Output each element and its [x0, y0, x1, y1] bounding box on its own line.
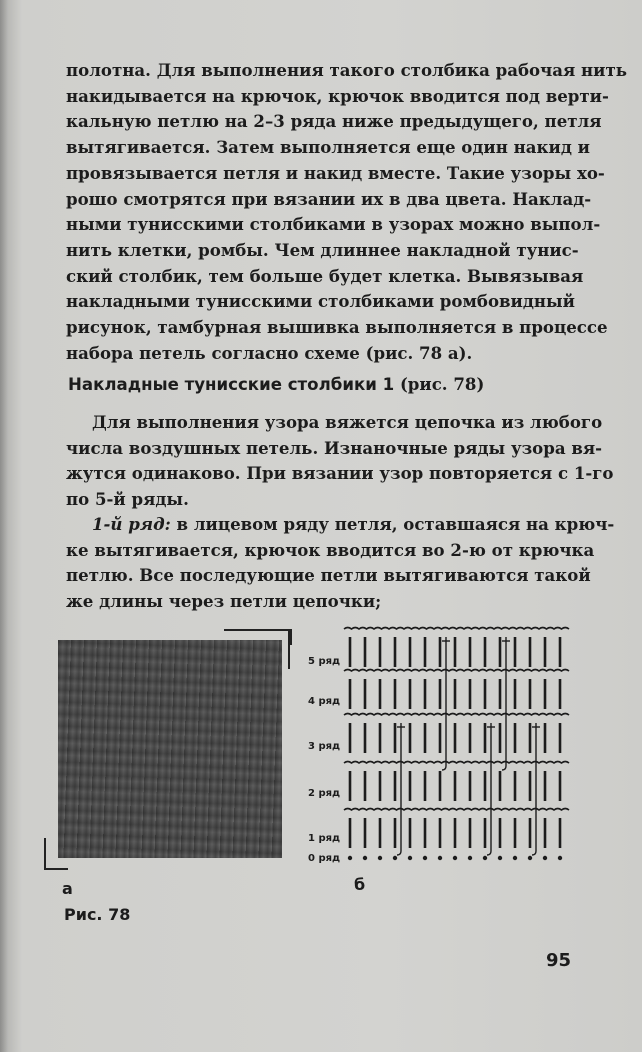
text-line: жутся одинаково. При вязании узор повторяется с 1-го [66, 463, 614, 484]
crop-mark [44, 838, 68, 870]
chain-dot [468, 856, 472, 860]
chain-wave [344, 628, 569, 630]
text-line: ский столбик, тем больше будет клетка. Вывязывая [66, 265, 584, 286]
row-label-2: 2 ряд [308, 788, 341, 799]
text-line: накладными тунисскими столбиками ромбовидный [66, 291, 575, 312]
row-label-5: 5 ряд [308, 656, 341, 667]
text-line: числа воздушных петель. Изнаночные ряды узора вя- [66, 437, 603, 458]
text-line: петлю. Все последующие петли вытягиваются такой [66, 565, 591, 586]
chain-wave [344, 714, 569, 716]
row-label-0: 0 ряд [308, 853, 341, 864]
text-line: полотна. Для выполнения такого столбика рабочая нить [66, 60, 628, 80]
text-line: набора петель согласно схеме (рис. 78 а). [66, 342, 473, 363]
chain-dot [408, 856, 412, 860]
text-line: кальную петлю на 2–3 ряда ниже предыдущего, петля [66, 111, 602, 132]
row-label-4: 4 ряд [308, 696, 341, 707]
chain-dot [378, 856, 382, 860]
chain-wave [344, 670, 569, 672]
overlay-stitch [502, 637, 506, 770]
knitting-sample-photo [58, 640, 282, 858]
paragraph-row1 [66, 512, 615, 615]
text-line: нить клетки, ромбы. Чем длиннее накладной тунис- [66, 239, 579, 260]
overlay-stitch [487, 723, 491, 855]
chain-dot [438, 856, 442, 860]
text-line: провязывается петля и накид вместе. Такие узоры хо- [66, 162, 605, 183]
overlay-stitch [532, 723, 536, 855]
text-line: вытягивается. Затем выполняется еще один накид и [66, 137, 590, 158]
heading-title: Накладные тунисские столбики 1 [68, 375, 395, 394]
row-label-1: 1 ряд [308, 833, 341, 844]
figure-label-b: б [354, 875, 366, 894]
text-line: по 5-й ряды. [66, 489, 189, 510]
text-line: же длины через петли цепочки; [66, 591, 382, 612]
chain-dot [543, 856, 547, 860]
chain-wave [344, 809, 569, 811]
chain-dot [393, 856, 397, 860]
overlay-stitch [442, 637, 446, 770]
text-line: ке вытягивается, крючок вводится во 2-ю от крючка [66, 539, 595, 560]
crop-mark [288, 629, 290, 669]
text-line: накидывается на крючок, крючок вводится под верти- [66, 85, 609, 106]
text-line [66, 512, 615, 538]
chain-dot [453, 856, 457, 860]
chain-dot [483, 856, 487, 860]
chain-dot [498, 856, 502, 860]
row-lead: 1-й ряд: [92, 514, 171, 534]
chain-dot [513, 856, 517, 860]
chain-dot [363, 856, 367, 860]
figure-label-a: а [62, 879, 73, 898]
text-line: Для выполнения узора вяжется цепочка из любого [92, 412, 603, 432]
chain-wave [344, 762, 569, 764]
text-line: ными тунисскими столбиками в узорах можно выпол- [66, 214, 601, 235]
chain-dot [528, 856, 532, 860]
section-heading [68, 374, 576, 394]
chain-dot [423, 856, 427, 860]
figure-caption: Рис. 78 [64, 905, 131, 924]
page-number: 95 [546, 950, 572, 971]
chain-dot [348, 856, 352, 860]
paragraph-intro [66, 410, 614, 513]
chain-dot [558, 856, 562, 860]
body-text [66, 58, 628, 366]
stitch-diagram [300, 615, 590, 870]
overlay-stitch [397, 723, 401, 855]
text-line: рисунок, тамбурная вышивка выполняется в процессе [66, 317, 608, 338]
row-lead-rest: в лицевом ряду петля, оставшаяся на крюч- [170, 514, 615, 534]
row-label-3: 3 ряд [308, 741, 341, 752]
text-line: рошо смотрятся при вязании их в два цвета. Наклад- [66, 188, 592, 209]
heading-ref: (рис. 78) [399, 374, 485, 394]
